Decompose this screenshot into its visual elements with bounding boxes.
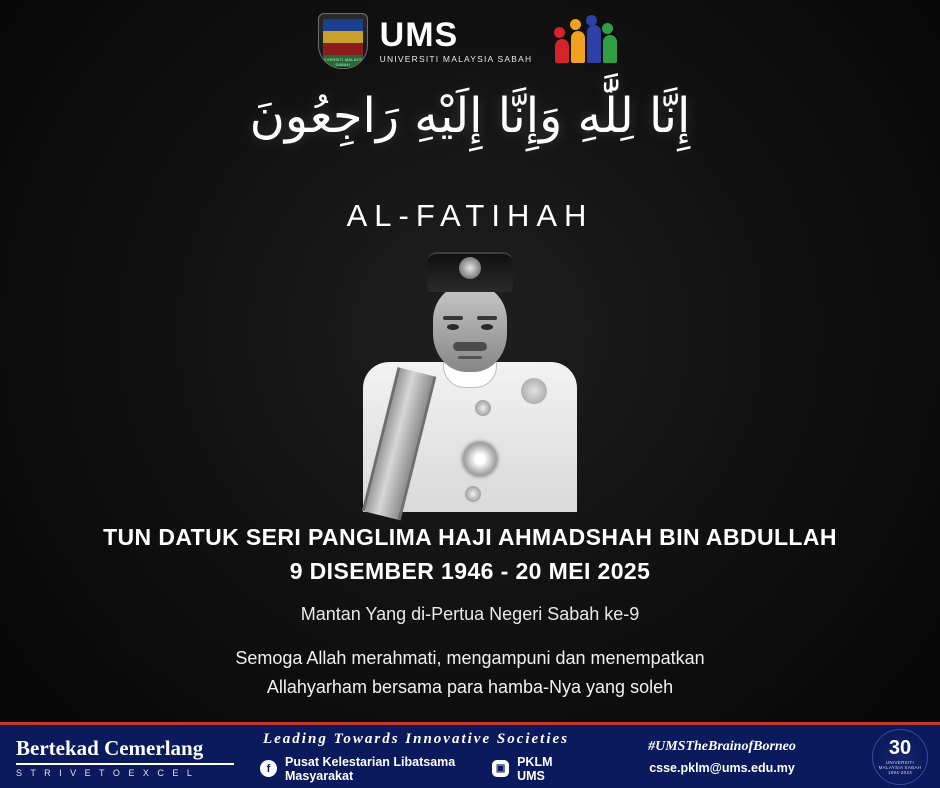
portrait-medal-upper [475, 400, 491, 416]
motto-subtext: S T R I V E T O E X C E L [16, 767, 195, 778]
facebook-icon[interactable]: f [260, 760, 277, 777]
deceased-role: Mantan Yang di-Pertua Negeri Sabah ke-9 [300, 604, 640, 624]
portrait-photo [335, 250, 605, 512]
deceased-dates: 9 DISEMBER 1946 - 20 MEI 2025 [289, 558, 651, 584]
footer-motto-block [0, 736, 260, 778]
footer-center-block [260, 731, 572, 783]
anniversary-badge-icon [872, 729, 928, 785]
motto-text: Bertekad Cemerlang [16, 736, 234, 765]
footer-hashtag: #UMSTheBrainofBorneo [648, 738, 796, 754]
portrait-face [433, 286, 507, 372]
instagram-handle[interactable]: PKLM UMS [517, 754, 553, 783]
footer-tagline: Leading Towards Innovative Societies [262, 730, 570, 747]
deceased-name: TUN DATUK SERI PANGLIMA HAJI AHMADSHAH BIN ABDULLAH [103, 524, 837, 550]
footer-email[interactable]: csse.pklm@ums.edu.my [649, 760, 795, 775]
prayer-line-2: Allahyarham bersama para hamba-Nya yang soleh [266, 677, 674, 697]
ums-logo-subtext: UNIVERSITI MALAYSIA SABAH [379, 54, 533, 65]
arabic-calligraphy: إِنَّا لِلَّٰهِ وَإِنَّا إِلَيْهِ رَاجِعُونَ [249, 88, 691, 144]
header-logos [0, 10, 940, 72]
footer-contact-block [572, 739, 872, 775]
ums-crest-icon [318, 13, 368, 69]
crest-caption: UNIVERSITI MALAYSIA SABAH [319, 57, 367, 67]
ums-wordmark [380, 18, 533, 64]
portrait-medal-lower [465, 486, 481, 502]
footer-bar [0, 722, 940, 788]
people-group-icon [550, 15, 622, 67]
ums-logo-text: UMS [379, 16, 459, 55]
footer-social-links [260, 755, 572, 783]
anniversary-subtext: UNIVERSITI MALAYSIA SABAH 1994-2024 [878, 760, 922, 775]
portrait-star-medal [463, 442, 497, 476]
portrait-songkok [427, 252, 513, 292]
facebook-handle[interactable]: Pusat Kelestarian Libatsama Masyarakat [285, 754, 456, 783]
portrait-shoulder-cord [521, 378, 547, 404]
instagram-icon[interactable]: ▣ [492, 760, 509, 777]
prayer-line-1: Semoga Allah merahmati, mengampuni dan menempatkan [235, 648, 705, 668]
anniversary-number: 30 [888, 737, 912, 759]
al-fatihah-title: AL-FATIHAH [346, 198, 594, 233]
